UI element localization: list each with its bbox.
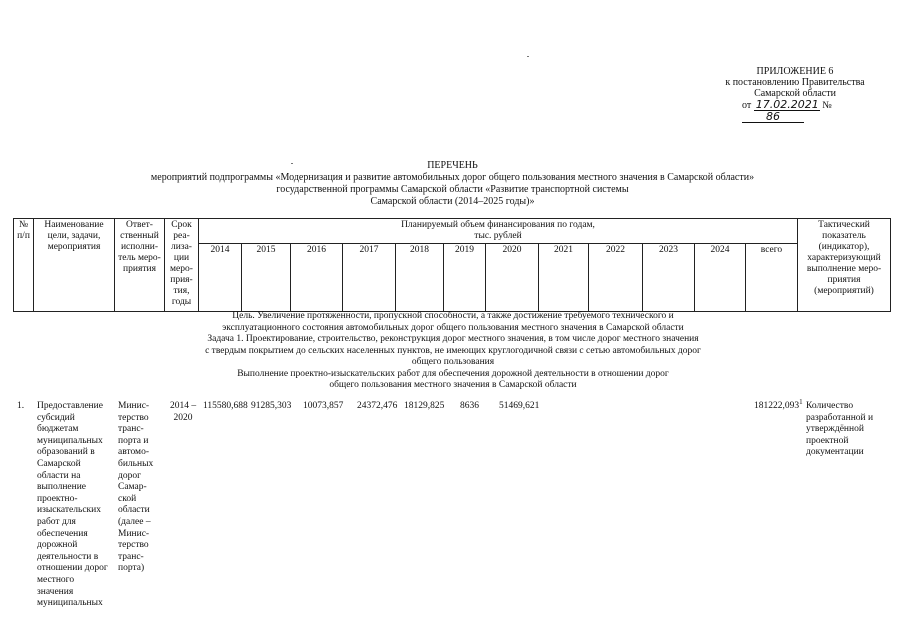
goal-section	[13, 311, 893, 392]
heading-line1: мероприятий подпрограммы «Модернизация и развитие автомобильных дорог общего пользования местного значения в Самарской области»	[150, 172, 755, 183]
header-funding-line2: тыс. рублей	[474, 231, 522, 241]
header-year: 2014	[199, 244, 242, 312]
header-year: 2022	[589, 244, 643, 312]
row-tactical-indicator: Количество разработанной и утверждённой проектной документации	[806, 401, 874, 458]
header-tactical: Тактический показатель (индикатор), характеризующий выполнение меро-приятия (мероприятий)	[798, 219, 891, 312]
date-prefix: от	[742, 100, 752, 111]
value-2016: 10073,857	[303, 401, 344, 411]
handwritten-number: 86	[742, 111, 804, 123]
header-executor: Ответ-ственный исполни-тель меро-приятия	[115, 219, 165, 312]
header-total: всего	[746, 244, 798, 312]
header-year: 2021	[539, 244, 589, 312]
header-year: 2017	[343, 244, 396, 312]
header-funding-line1: Планируемый объем финансирования по годам,	[401, 220, 595, 230]
appendix-dateline	[700, 99, 890, 123]
value-2015: 91285,303	[251, 401, 292, 411]
document-heading	[0, 160, 905, 208]
row-number: 1.	[17, 401, 25, 411]
task-line2: с твердым покрытием до сельских населенных пунктов, не имеющих круглогодичной связи с сетью автомобильных дорог	[205, 345, 701, 356]
appendix-title: ПРИЛОЖЕНИЕ 6	[756, 66, 834, 77]
heading-title: ПЕРЕЧЕНЬ	[427, 160, 478, 171]
value-2020: 51469,621	[499, 401, 540, 411]
heading-line2: государственной программы Самарской области «Развитие транспортной системы	[276, 184, 629, 195]
task-line3: общего пользования	[411, 357, 495, 367]
header-year: 2015	[242, 244, 291, 312]
header-year: 2016	[291, 244, 343, 312]
row-measure-name: Предоставление субсидий бюджетам муниципальных образований в Самарской области на выполнение проектно-изыскательских работ для обеспечения дорожной деятельности в отношении дорог местного значения муниципальных	[37, 401, 108, 609]
value-2014: 115580,688	[203, 401, 248, 411]
appendix-block	[700, 66, 890, 123]
value-2017: 24372,476	[357, 401, 398, 411]
header-term: Срок реа-лиза-ции меро-прия-тия, годы	[165, 219, 199, 312]
header-number: № п/п	[14, 219, 34, 312]
heading-line3: Самарской области (2014–2025 годы)»	[370, 196, 535, 207]
footnote-marker: 1	[799, 397, 803, 406]
row-executor: Минис-терство транс-порта и автомо-бильных дорог Самар-ской области (далее – Минис-терство транс-порта)	[118, 401, 154, 574]
value-total	[754, 397, 803, 412]
header-year: 2023	[643, 244, 695, 312]
handwritten-date: 17.02.2021	[755, 98, 819, 111]
header-year: 2020	[486, 244, 539, 312]
header-name: Наименование цели, задачи, мероприятия	[34, 219, 115, 312]
total-amount: 181222,093	[754, 401, 800, 411]
header-funding	[199, 219, 798, 244]
appendix-line1: к постановлению Правительства	[725, 77, 865, 88]
section-line2: общего пользования местного значения в Самарской области	[329, 380, 577, 390]
appendix-line2: Самарской области	[754, 88, 836, 99]
number-prefix: №	[822, 100, 832, 111]
goal-line2: эксплуатационного состояния автомобильных дорог общего пользования местного значения в Самарской области	[222, 322, 684, 333]
task-line1: Задача 1. Проектирование, строительство, реконструкция дорог местного значения, в том числе дорог местного значения	[207, 334, 699, 344]
row-term: 2014 – 2020	[169, 401, 197, 423]
scan-speck	[527, 56, 529, 57]
header-year: 2019	[444, 244, 486, 312]
funding-table	[13, 218, 891, 312]
section-line1: Выполнение проектно-изыскательских работ для обеспечения дорожной деятельности в отношении дорог	[237, 368, 669, 379]
value-2019: 8636	[460, 401, 479, 411]
value-2018: 18129,825	[404, 401, 445, 411]
header-year: 2018	[396, 244, 444, 312]
goal-line1: Цель. Увеличение протяженности, пропускной способности, а также достижение требуемого технического и	[232, 311, 674, 321]
header-year: 2024	[695, 244, 746, 312]
